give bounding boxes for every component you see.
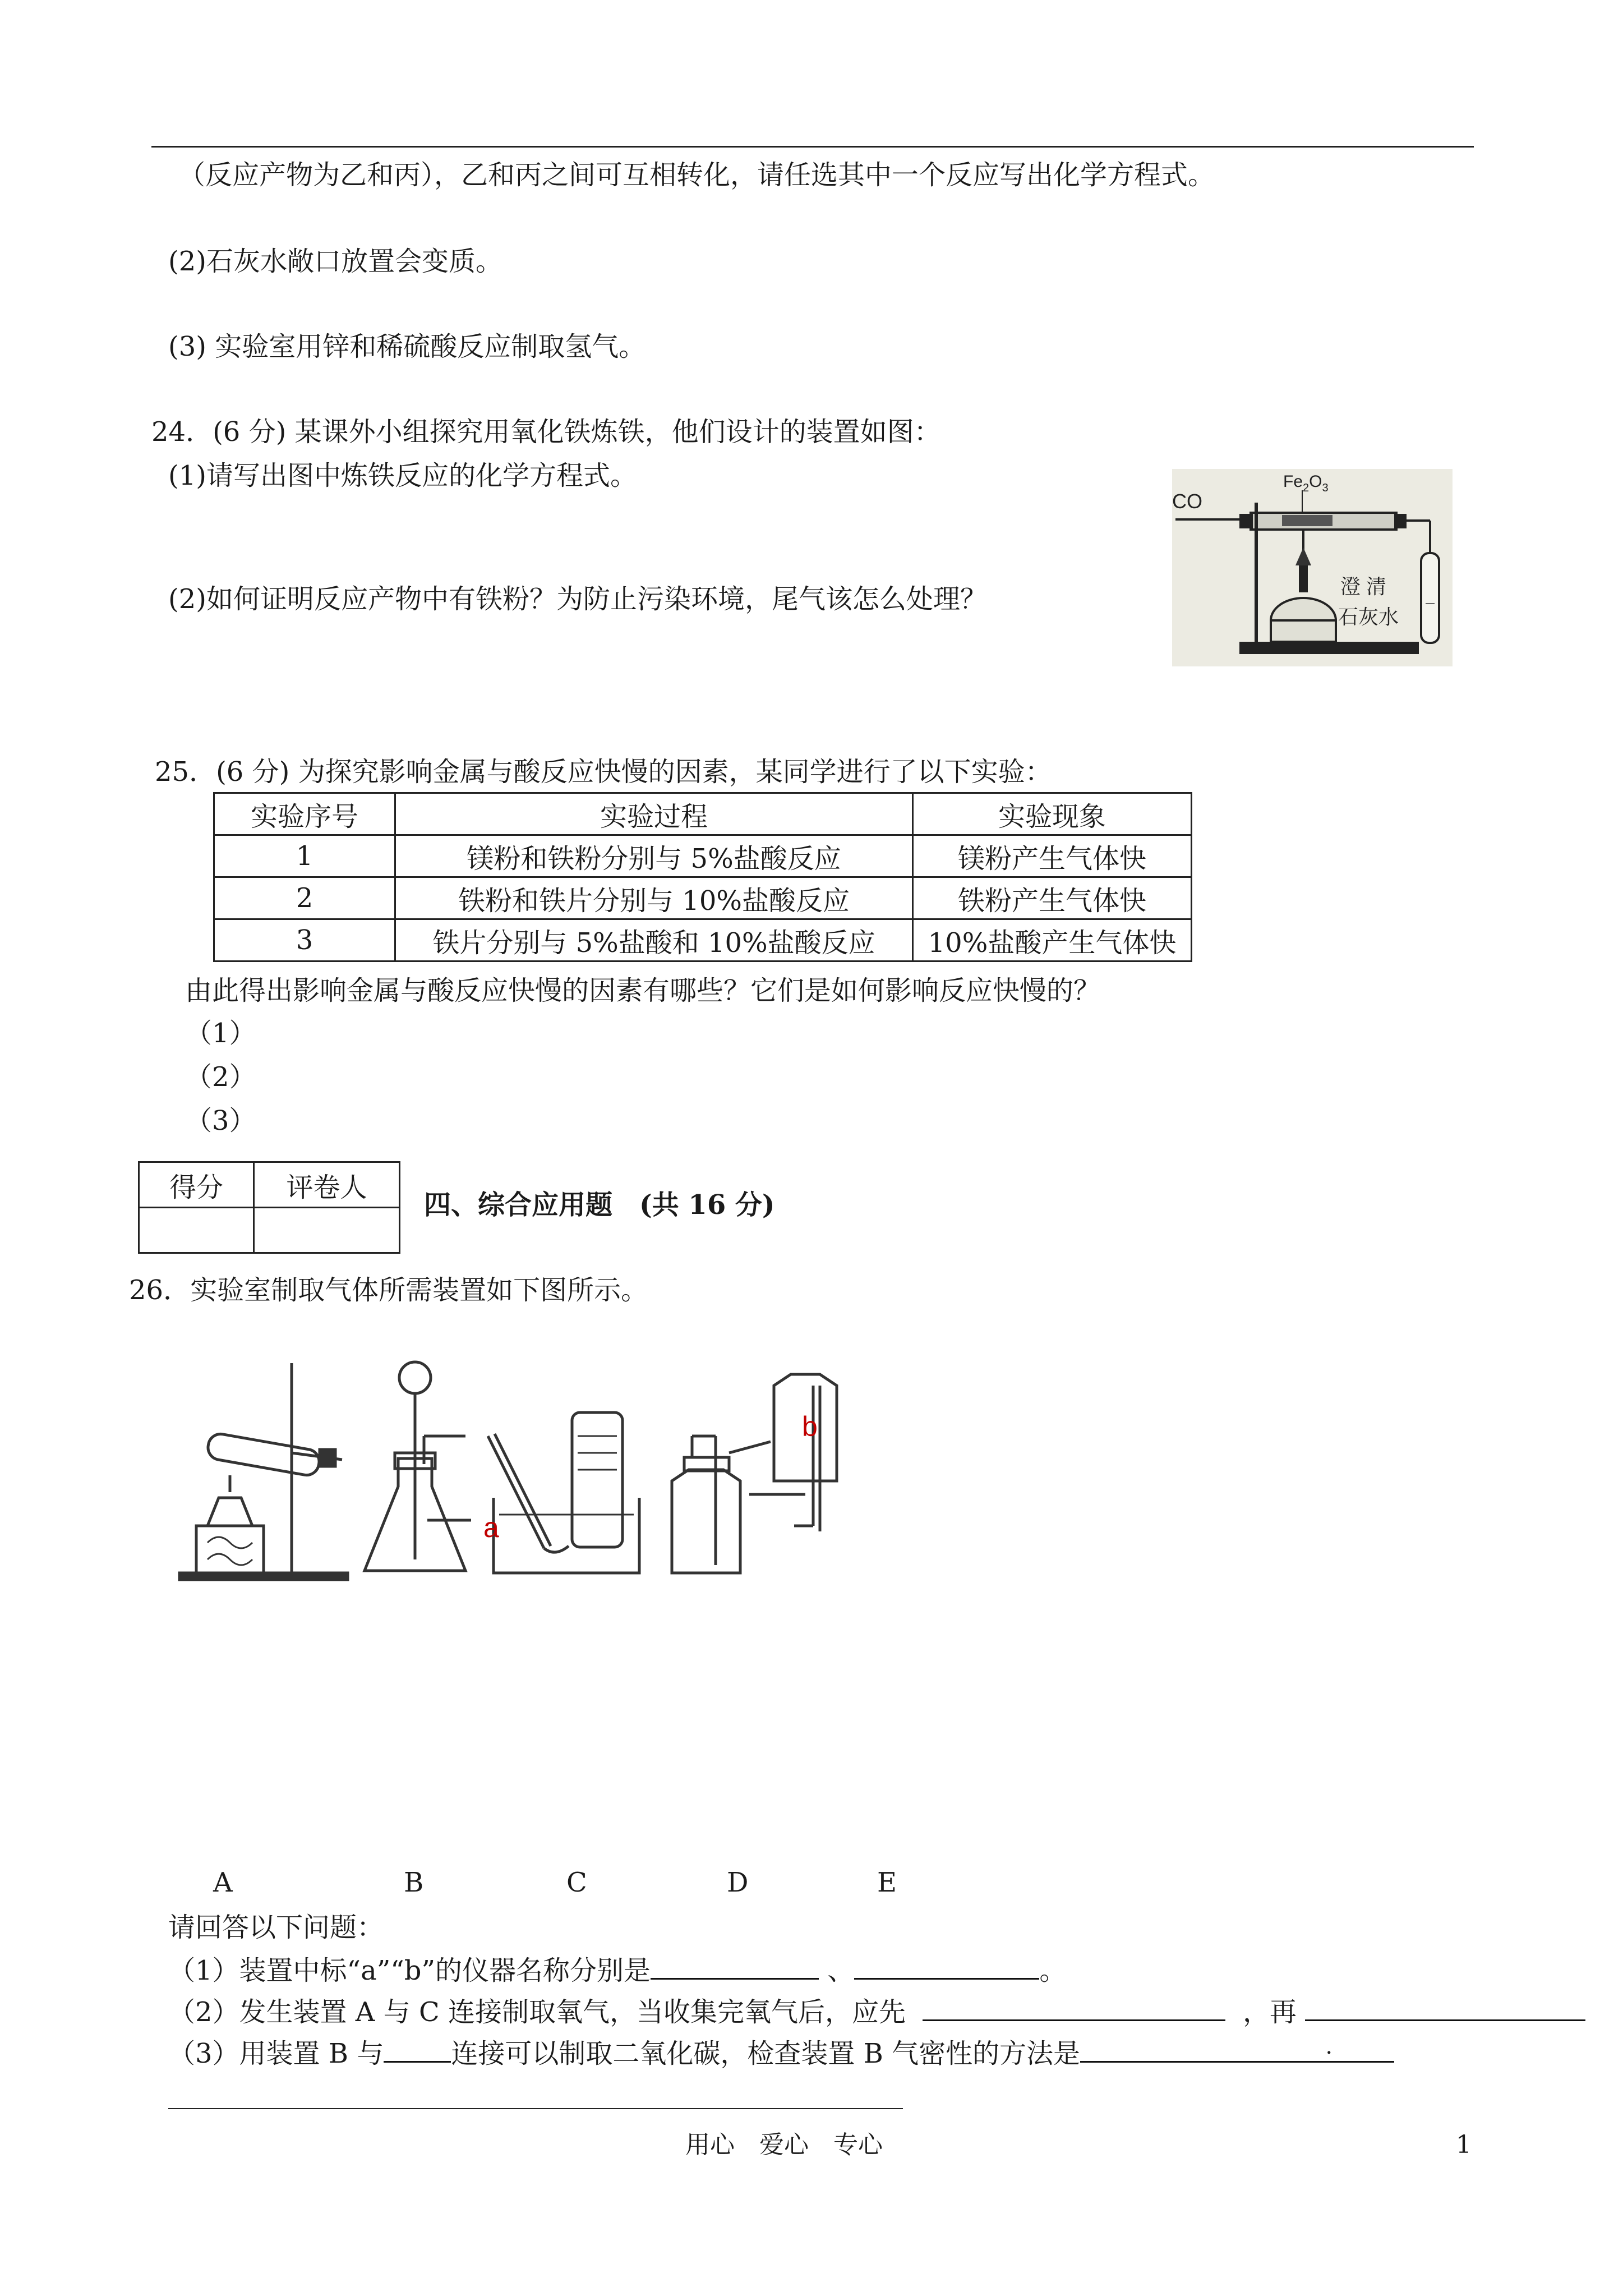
table-cell: 10%盐酸产生气体快 xyxy=(913,919,1192,961)
apparatus-label-e: E xyxy=(877,1867,897,1898)
q26-sub2 xyxy=(168,1994,1585,2029)
q26-intro: 请回答以下问题： xyxy=(168,1912,384,1943)
q26-sub3-text: （3）用装置 B 与 xyxy=(168,2038,384,2069)
q25-title: 25．(6 分) 为探究影响金属与酸反应快慢的因素，某同学进行了以下实验： xyxy=(155,756,1052,788)
fe2o3-label: $Fe_2O_3$ xyxy=(1283,472,1329,494)
iron-smelting-apparatus-figure xyxy=(1172,469,1453,666)
experiment-table xyxy=(213,792,1192,962)
q23-sub2: (2)石灰水敞口放置会变质。 xyxy=(168,246,502,277)
q26-sub3 xyxy=(168,2035,1394,2070)
q26-sub1-end: 。 xyxy=(1039,1955,1067,1986)
q24-title: 24．(6 分) 某课外小组探究用氧化铁炼铁，他们设计的装置如图： xyxy=(151,416,941,448)
table-header-cell: 实验过程 xyxy=(395,793,913,835)
table-cell: 2 xyxy=(214,877,395,919)
table-header-cell: 实验序号 xyxy=(214,793,395,835)
footer-motto: 用心 爱心 专心 xyxy=(685,2131,883,2159)
q26-sub1 xyxy=(168,1952,1066,1987)
q25-answer-3: （3） xyxy=(185,1105,256,1137)
table-cell: 镁粉和铁粉分别与 5%盐酸反应 xyxy=(395,835,913,877)
table-cell: 镁粉产生气体快 xyxy=(913,835,1192,877)
table-row xyxy=(214,919,1192,961)
q24-sub1: (1)请写出图中炼铁反应的化学方程式。 xyxy=(168,460,637,491)
q26-sub3-text-b: 连接可以制取二氧化碳，检查装置 B 气密性的方法是 xyxy=(451,2038,1081,2069)
q23-line1: （反应产物为乙和丙），乙和丙之间可互相转化，请任选其中一个反应写出化学方程式。 xyxy=(178,159,1215,191)
q26-sub1-sep: 、 xyxy=(827,1955,855,1986)
answer-blank-a[interactable] xyxy=(651,1952,819,1980)
q25-answer-1: （1） xyxy=(185,1018,256,1049)
table-cell: 铁粉和铁片分别与 10%盐酸反应 xyxy=(395,877,913,919)
grader-cell[interactable] xyxy=(254,1208,400,1253)
q26-sub2-mid: ，再 xyxy=(1243,1996,1297,2028)
table-row xyxy=(214,877,1192,919)
grader-header: 评卷人 xyxy=(254,1162,400,1208)
apparatus-label-a: A xyxy=(213,1867,233,1898)
apparatus-label-c: C xyxy=(566,1867,587,1898)
page-number: 1 xyxy=(1456,2131,1472,2159)
answer-blank-airtightness[interactable] xyxy=(1080,2035,1394,2063)
q26-title: 26．实验室制取气体所需装置如下图所示。 xyxy=(129,1274,648,1306)
table-header-cell: 实验现象 xyxy=(913,793,1192,835)
co-label: CO xyxy=(1172,490,1202,513)
table-cell: 铁粉产生气体快 xyxy=(913,877,1192,919)
label-a: a xyxy=(483,1512,499,1543)
lime-water-label-2: 石灰水 xyxy=(1338,605,1399,628)
score-box xyxy=(138,1161,400,1254)
q25-answer-2: （2） xyxy=(185,1061,256,1093)
table-row xyxy=(214,835,1192,877)
table-cell: 3 xyxy=(214,919,395,961)
gas-apparatus-figure xyxy=(174,1358,937,1582)
q26-sub3-dot: . xyxy=(1325,2033,1333,2059)
header-rule xyxy=(151,146,1474,148)
q26-sub1-text: （1）装置中标“a”“b”的仪器名称分别是 xyxy=(168,1955,651,1986)
q24-sub2: (2)如何证明反应产物中有铁粉？为防止污染环境，尾气该怎么处理？ xyxy=(168,583,987,615)
section4-title: 四、综合应用题 (共 16 分) xyxy=(424,1189,775,1221)
answer-blank-second-step[interactable] xyxy=(1305,1994,1585,2021)
q26-sub2-text: （2）发生装置 A 与 C 连接制取氧气，当收集完氧气后，应先 xyxy=(168,1996,906,2028)
score-cell[interactable] xyxy=(139,1208,254,1253)
answer-blank-connect[interactable] xyxy=(384,2035,451,2063)
table-cell: 1 xyxy=(214,835,395,877)
table-cell: 铁片分别与 5%盐酸和 10%盐酸反应 xyxy=(395,919,913,961)
table-header-row xyxy=(214,793,1192,835)
answer-blank-b[interactable] xyxy=(854,1952,1039,1980)
answer-blank-first-step[interactable] xyxy=(923,1994,1225,2021)
q25-question: 由此得出影响金属与酸反应快慢的因素有哪些？它们是如何影响反应快慢的？ xyxy=(185,975,1101,1006)
footer-rule xyxy=(168,2108,903,2109)
apparatus-label-d: D xyxy=(727,1867,749,1898)
apparatus-label-b: B xyxy=(404,1867,424,1898)
q23-sub3: (3) 实验室用锌和稀硫酸反应制取氢气。 xyxy=(168,331,646,362)
label-b: b xyxy=(802,1411,818,1442)
lime-water-label-1: 澄 清 xyxy=(1340,575,1387,598)
score-header: 得分 xyxy=(139,1162,254,1208)
